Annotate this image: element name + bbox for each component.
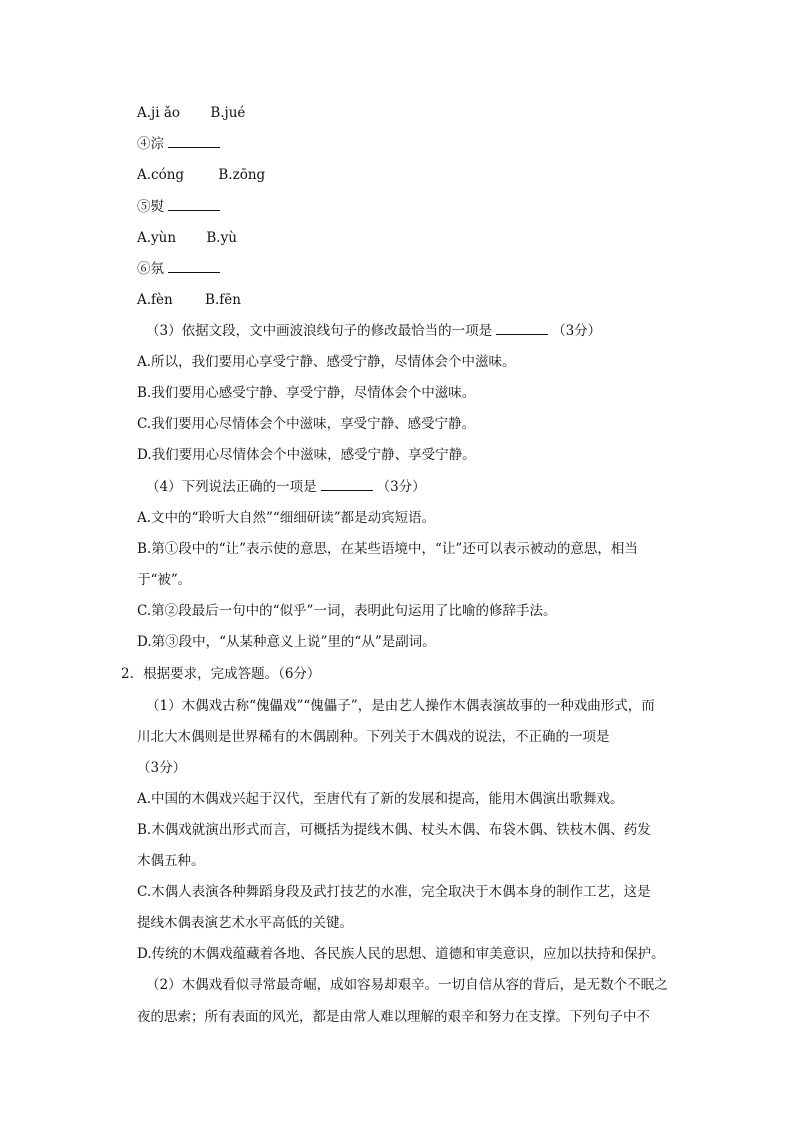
answer-blank [168, 135, 220, 148]
option-b: B.yù [206, 230, 237, 246]
q3-option-b: B.我们要用心感受宁静、享受宁静，尽情体会个中滋味。 [137, 385, 476, 401]
score: （3分） [552, 323, 602, 339]
q4-option-d: D.第③段中，“从某种意义上说”里的“从”是副词。 [137, 634, 436, 650]
question-label: ⑤熨 [137, 199, 164, 215]
q2-part2-line1: （2）木偶戏看似寻常最奇崛，成如容易却艰辛。一切自信从容的背后，是无数个不眠之 [146, 977, 668, 993]
q2-option-b-line1: B.木偶戏就演出形式而言，可概括为提线木偶、杖头木偶、布袋木偶、铁枝木偶、药发 [137, 822, 651, 838]
question-label: ⑥氛 [137, 261, 164, 277]
q6-pinyin-question [137, 260, 220, 278]
q2-part1-line1: （1）木偶戏古称“傀儡戏”“傀儡子”，是由艺人操作木偶表演故事的一种戏曲形式，而 [146, 698, 655, 714]
q2-part2-line2: 夜的思索；所有表面的风光，都是由常人难以理解的艰辛和努力在支撑。下列句子中不 [137, 1009, 650, 1025]
q4-option-a: A.文中的“聆听大自然”“细细研读”都是动宾短语。 [137, 510, 436, 526]
q3-stem [146, 322, 601, 340]
answer-blank [168, 198, 220, 211]
q5-pinyin-options [137, 229, 237, 247]
q2-option-b-line2: 木偶五种。 [137, 853, 205, 869]
q3-option-d: D.我们要用心尽情体会个中滋味，感受宁静、享受宁静。 [137, 447, 476, 463]
question-stem: （4）下列说法正确的一项是 [146, 479, 317, 495]
q4-option-b-line1: B.第①段中的“让”表示使的意思，在某些语境中，“让”还可以表示被动的意思，相当 [137, 541, 638, 557]
option-a: A.fèn [137, 292, 173, 308]
q2-option-c-line1: C.木偶人表演各种舞蹈身段及武打技艺的水准，完全取决于木偶本身的制作工艺，这是 [137, 884, 651, 900]
option-a: A.yùn [137, 230, 177, 246]
question-label: ④淙 [137, 136, 164, 152]
answer-blank [168, 260, 220, 273]
option-b: B.fēn [205, 292, 241, 308]
q5-pinyin-question [137, 198, 220, 216]
q4-pinyin-question [137, 135, 220, 153]
q3-pinyin-options [137, 104, 245, 122]
score: （3分） [376, 479, 426, 495]
q4-stem [146, 478, 426, 496]
q4-option-c: C.第②段最后一句中的“似乎”一词，表明此句运用了比喻的修辞手法。 [137, 603, 557, 619]
option-b: B.jué [210, 105, 246, 121]
q4-pinyin-options [137, 166, 265, 184]
q2-part1-line3: （3分） [137, 760, 187, 776]
option-a: A.ji ǎo [137, 105, 181, 121]
q2-option-c-line2: 提线木偶表演艺术水平高低的关键。 [137, 915, 353, 931]
answer-blank [496, 322, 548, 335]
answer-blank [321, 478, 373, 491]
option-a: A.cóng [137, 167, 185, 183]
question-stem: （3）依据文段，文中画波浪线句子的修改最恰当的一项是 [146, 323, 493, 339]
q2-part1-line2: 川北大木偶则是世界稀有的木偶剧种。下列关于木偶戏的说法，不正确的一项是 [137, 729, 610, 745]
q3-option-c: C.我们要用心尽情体会个中滋味，享受宁静、感受宁静。 [137, 416, 476, 432]
q4-option-b-line2: 于“被”。 [137, 572, 192, 588]
q6-pinyin-options [137, 291, 241, 309]
q2-option-d: D.传统的木偶戏蕴藏着各地、各民族人民的思想、道德和审美意识，应加以扶持和保护。 [137, 946, 665, 962]
q2-option-a: A.中国的木偶戏兴起于汉代，至唐代有了新的发展和提高，能用木偶演出歌舞戏。 [137, 791, 624, 807]
q2-title: 2．根据要求，完成答题。（6分） [121, 666, 321, 682]
option-b: B.zōng [218, 167, 266, 183]
q3-option-a: A.所以，我们要用心享受宁静、感受宁静，尽情体会个中滋味。 [137, 354, 516, 370]
